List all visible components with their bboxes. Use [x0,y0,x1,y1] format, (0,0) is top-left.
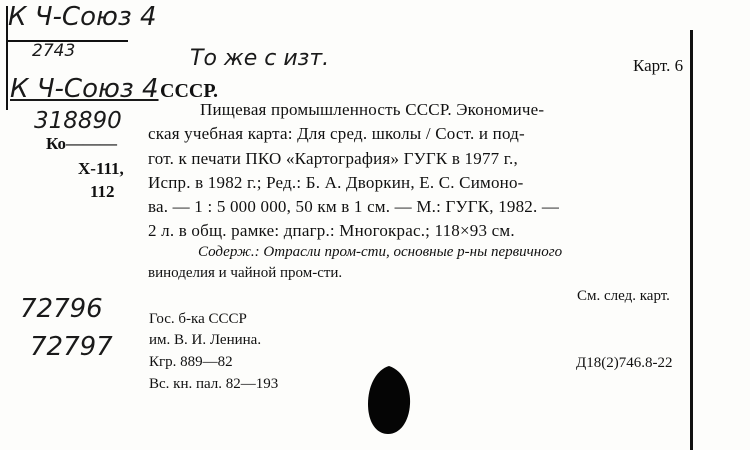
handwritten-acc-number: 318890 [34,108,122,134]
contents-note-continued: виноделия и чайной пром-сти. [148,265,343,281]
library-line: им. В. И. Ленина. [149,332,262,348]
description-line: Пищевая промышленность СССР. Экономиче- [200,100,545,119]
description-line: 2 л. в общ. рамке: дпагр.: Многокрас.; 118×93 см. [148,221,515,240]
library-line: Кгр. 889—82 [149,354,233,370]
description-line: Испр. в 1982 г.; Ред.: Б. А. Дворкин, Е. С. Симоно- [148,173,524,192]
see-next-card: См. след. карт. [577,288,670,304]
heading-tail: СССР. [160,80,219,102]
library-line: Гос. б-ка СССР [149,311,247,327]
handwritten-class-top: К Ч-Союз 4 [8,2,157,32]
handwritten-class-mid: 2743 [32,41,76,61]
handwritten-inventory-1: 72796 [20,294,103,324]
library-line: Вс. кн. пал. 82—193 [149,376,279,392]
shelf-number-1: Х-111, [78,159,124,178]
handwritten-note: То же с изт. [190,46,330,71]
description-line: ская учебная карта: Для сред. школы / Сост. и под- [148,124,525,143]
margin-bracket [6,6,8,110]
description-line: гот. к печати ПКО «Картография» ГУГК в 1977 г., [148,149,518,168]
author-mark: Ко——— [46,134,117,153]
handwritten-inventory-2: 72797 [30,332,113,362]
classification-index: Д18(2)746.8-22 [576,355,673,371]
punch-hole [366,364,412,436]
shelf-number-2: 112 [90,182,115,201]
handwritten-class-bottom: К Ч-Союз 4 [10,74,159,104]
contents-note: Содерж.: Отрасли пром-сти, основные р-ны первичного [198,244,563,260]
edge-rule [690,30,693,450]
card-number: Карт. 6 [633,56,684,75]
description-line: ва. — 1 : 5 000 000, 50 км в 1 см. — М.: ГУГК, 1982. — [148,197,560,216]
